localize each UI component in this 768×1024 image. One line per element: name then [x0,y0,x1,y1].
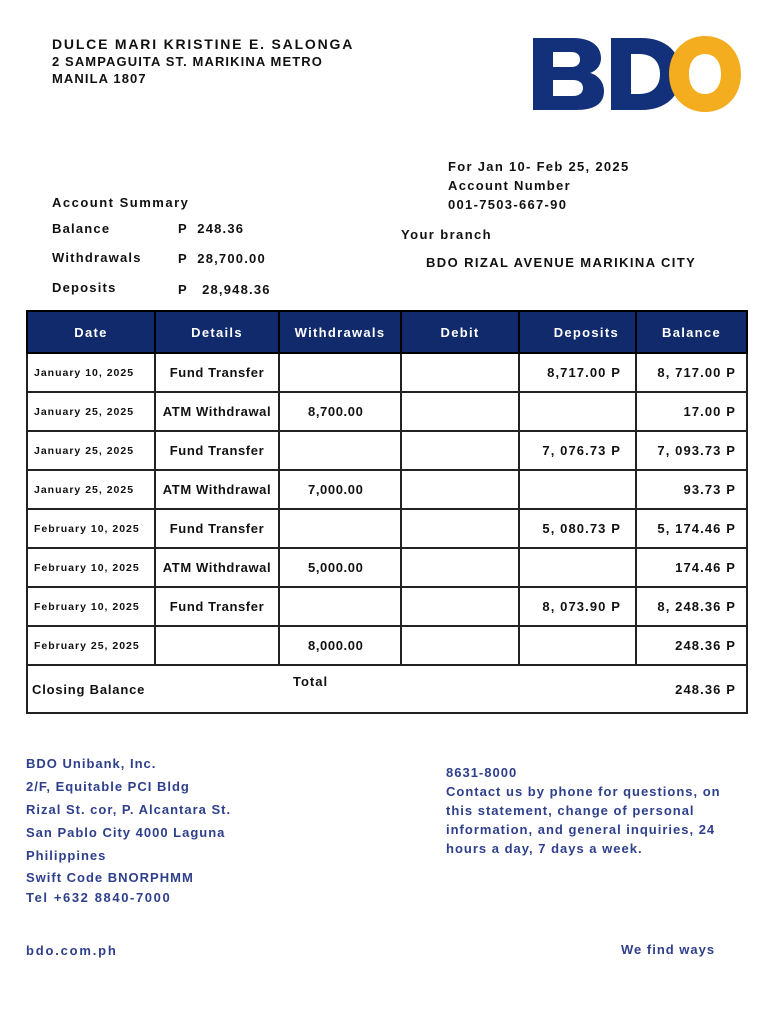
summary-withdrawals-value: P 28,700.00 [178,251,266,266]
cell-debit [401,509,519,548]
cell-balance: 8, 717.00 P [636,353,747,392]
table-row [27,509,747,548]
summary-deposits-value: P 28,948.36 [178,282,271,297]
bank-address-line3: San Pablo City 4000 Laguna [26,825,226,840]
table-row [27,587,747,626]
bank-telephone: Tel +632 8840-7000 [26,890,172,905]
account-number-label: Account Number [448,178,571,193]
cell-details: Fund Transfer [155,509,279,548]
account-holder-address-line2: MANILA 1807 [52,71,147,86]
column-header-details: Details [155,311,279,353]
cell-debit [401,392,519,431]
contact-text-line4: hours a day, 7 days a week. [446,841,643,856]
cell-balance: 17.00 P [636,392,747,431]
cell-deposits [519,548,636,587]
cell-deposits [519,626,636,665]
cell-withdrawals [279,509,401,548]
cell-details: Fund Transfer [155,587,279,626]
bank-name: BDO Unibank, Inc. [26,756,157,771]
hotline-number: 8631-8000 [446,765,518,780]
cell-deposits: 7, 076.73 P [519,431,636,470]
website-link[interactable]: bdo.com.ph [26,943,118,958]
cell-date: February 10, 2025 [27,587,155,626]
summary-withdrawals-label: Withdrawals [52,250,142,265]
table-row [27,392,747,431]
cell-deposits: 5, 080.73 P [519,509,636,548]
summary-balance-label: Balance [52,221,111,236]
cell-withdrawals: 8,700.00 [279,392,401,431]
table-header-row [27,311,747,353]
cell-debit [401,353,519,392]
bank-address-block [26,752,231,908]
table-row [27,626,747,665]
closing-balance-label: Closing Balance [27,665,279,713]
swift-code: Swift Code BNORPHMM [26,870,194,885]
account-holder-name: DULCE MARI KRISTINE E. SALONGA [52,36,355,52]
bank-address-line1: 2/F, Equitable PCI Bldg [26,779,190,794]
cell-deposits: 8,717.00 P [519,353,636,392]
column-header-deposits: Deposits [519,311,636,353]
table-row [27,353,747,392]
contact-block [446,763,721,858]
cell-details: ATM Withdrawal [155,392,279,431]
contact-text-line3: information, and general inquiries, 24 [446,822,716,837]
cell-withdrawals [279,587,401,626]
cell-withdrawals: 7,000.00 [279,470,401,509]
cell-withdrawals [279,353,401,392]
cell-date: February 25, 2025 [27,626,155,665]
cell-details [155,626,279,665]
cell-date: February 10, 2025 [27,509,155,548]
brand-tagline: We find ways [621,942,716,957]
cell-details: ATM Withdrawal [155,548,279,587]
table-row [27,431,747,470]
table-row [27,548,747,587]
cell-details: Fund Transfer [155,431,279,470]
column-header-balance: Balance [636,311,747,353]
cell-balance: 5, 174.46 P [636,509,747,548]
bank-address-line4: Philippines [26,848,107,863]
cell-deposits: 8, 073.90 P [519,587,636,626]
account-summary-title: Account Summary [52,195,190,210]
summary-deposits-label: Deposits [52,280,117,295]
closing-spacer [519,665,636,713]
total-label: Total [279,665,519,713]
cell-withdrawals: 5,000.00 [279,548,401,587]
closing-balance-row [27,665,747,713]
bank-address-line2: Rizal St. cor, P. Alcantara St. [26,802,232,817]
cell-details: ATM Withdrawal [155,470,279,509]
cell-balance: 174.46 P [636,548,747,587]
statement-period: For Jan 10- Feb 25, 2025 [448,159,630,174]
table-row [27,470,747,509]
cell-balance: 248.36 P [636,626,747,665]
cell-date: February 10, 2025 [27,548,155,587]
column-header-debit: Debit [401,311,519,353]
cell-deposits [519,392,636,431]
cell-withdrawals: 8,000.00 [279,626,401,665]
cell-date: January 25, 2025 [27,392,155,431]
account-holder-address-line1: 2 SAMPAGUITA ST. MARIKINA METRO [52,54,323,69]
cell-debit [401,548,519,587]
cell-balance: 8, 248.36 P [636,587,747,626]
contact-text-line1: Contact us by phone for questions, on [446,784,721,799]
cell-debit [401,470,519,509]
transactions-table [26,310,748,714]
cell-debit [401,587,519,626]
cell-withdrawals [279,431,401,470]
column-header-date: Date [27,311,155,353]
contact-text-line2: this statement, change of personal [446,803,695,818]
cell-date: January 10, 2025 [27,353,155,392]
cell-debit [401,431,519,470]
cell-balance: 7, 093.73 P [636,431,747,470]
cell-details: Fund Transfer [155,353,279,392]
cell-debit [401,626,519,665]
cell-date: January 25, 2025 [27,431,155,470]
account-number: 001-7503-667-90 [448,197,568,212]
account-holder-block [52,36,354,87]
column-header-withdrawals: Withdrawals [279,311,401,353]
branch-name: BDO RIZAL AVENUE MARIKINA CITY [426,255,697,270]
bdo-logo [533,34,743,114]
cell-deposits [519,470,636,509]
branch-label: Your branch [401,227,493,242]
cell-balance: 93.73 P [636,470,747,509]
cell-date: January 25, 2025 [27,470,155,509]
summary-balance-value: P 248.36 [178,221,245,236]
statement-info [448,157,630,214]
closing-balance-value: 248.36 P [636,665,747,713]
